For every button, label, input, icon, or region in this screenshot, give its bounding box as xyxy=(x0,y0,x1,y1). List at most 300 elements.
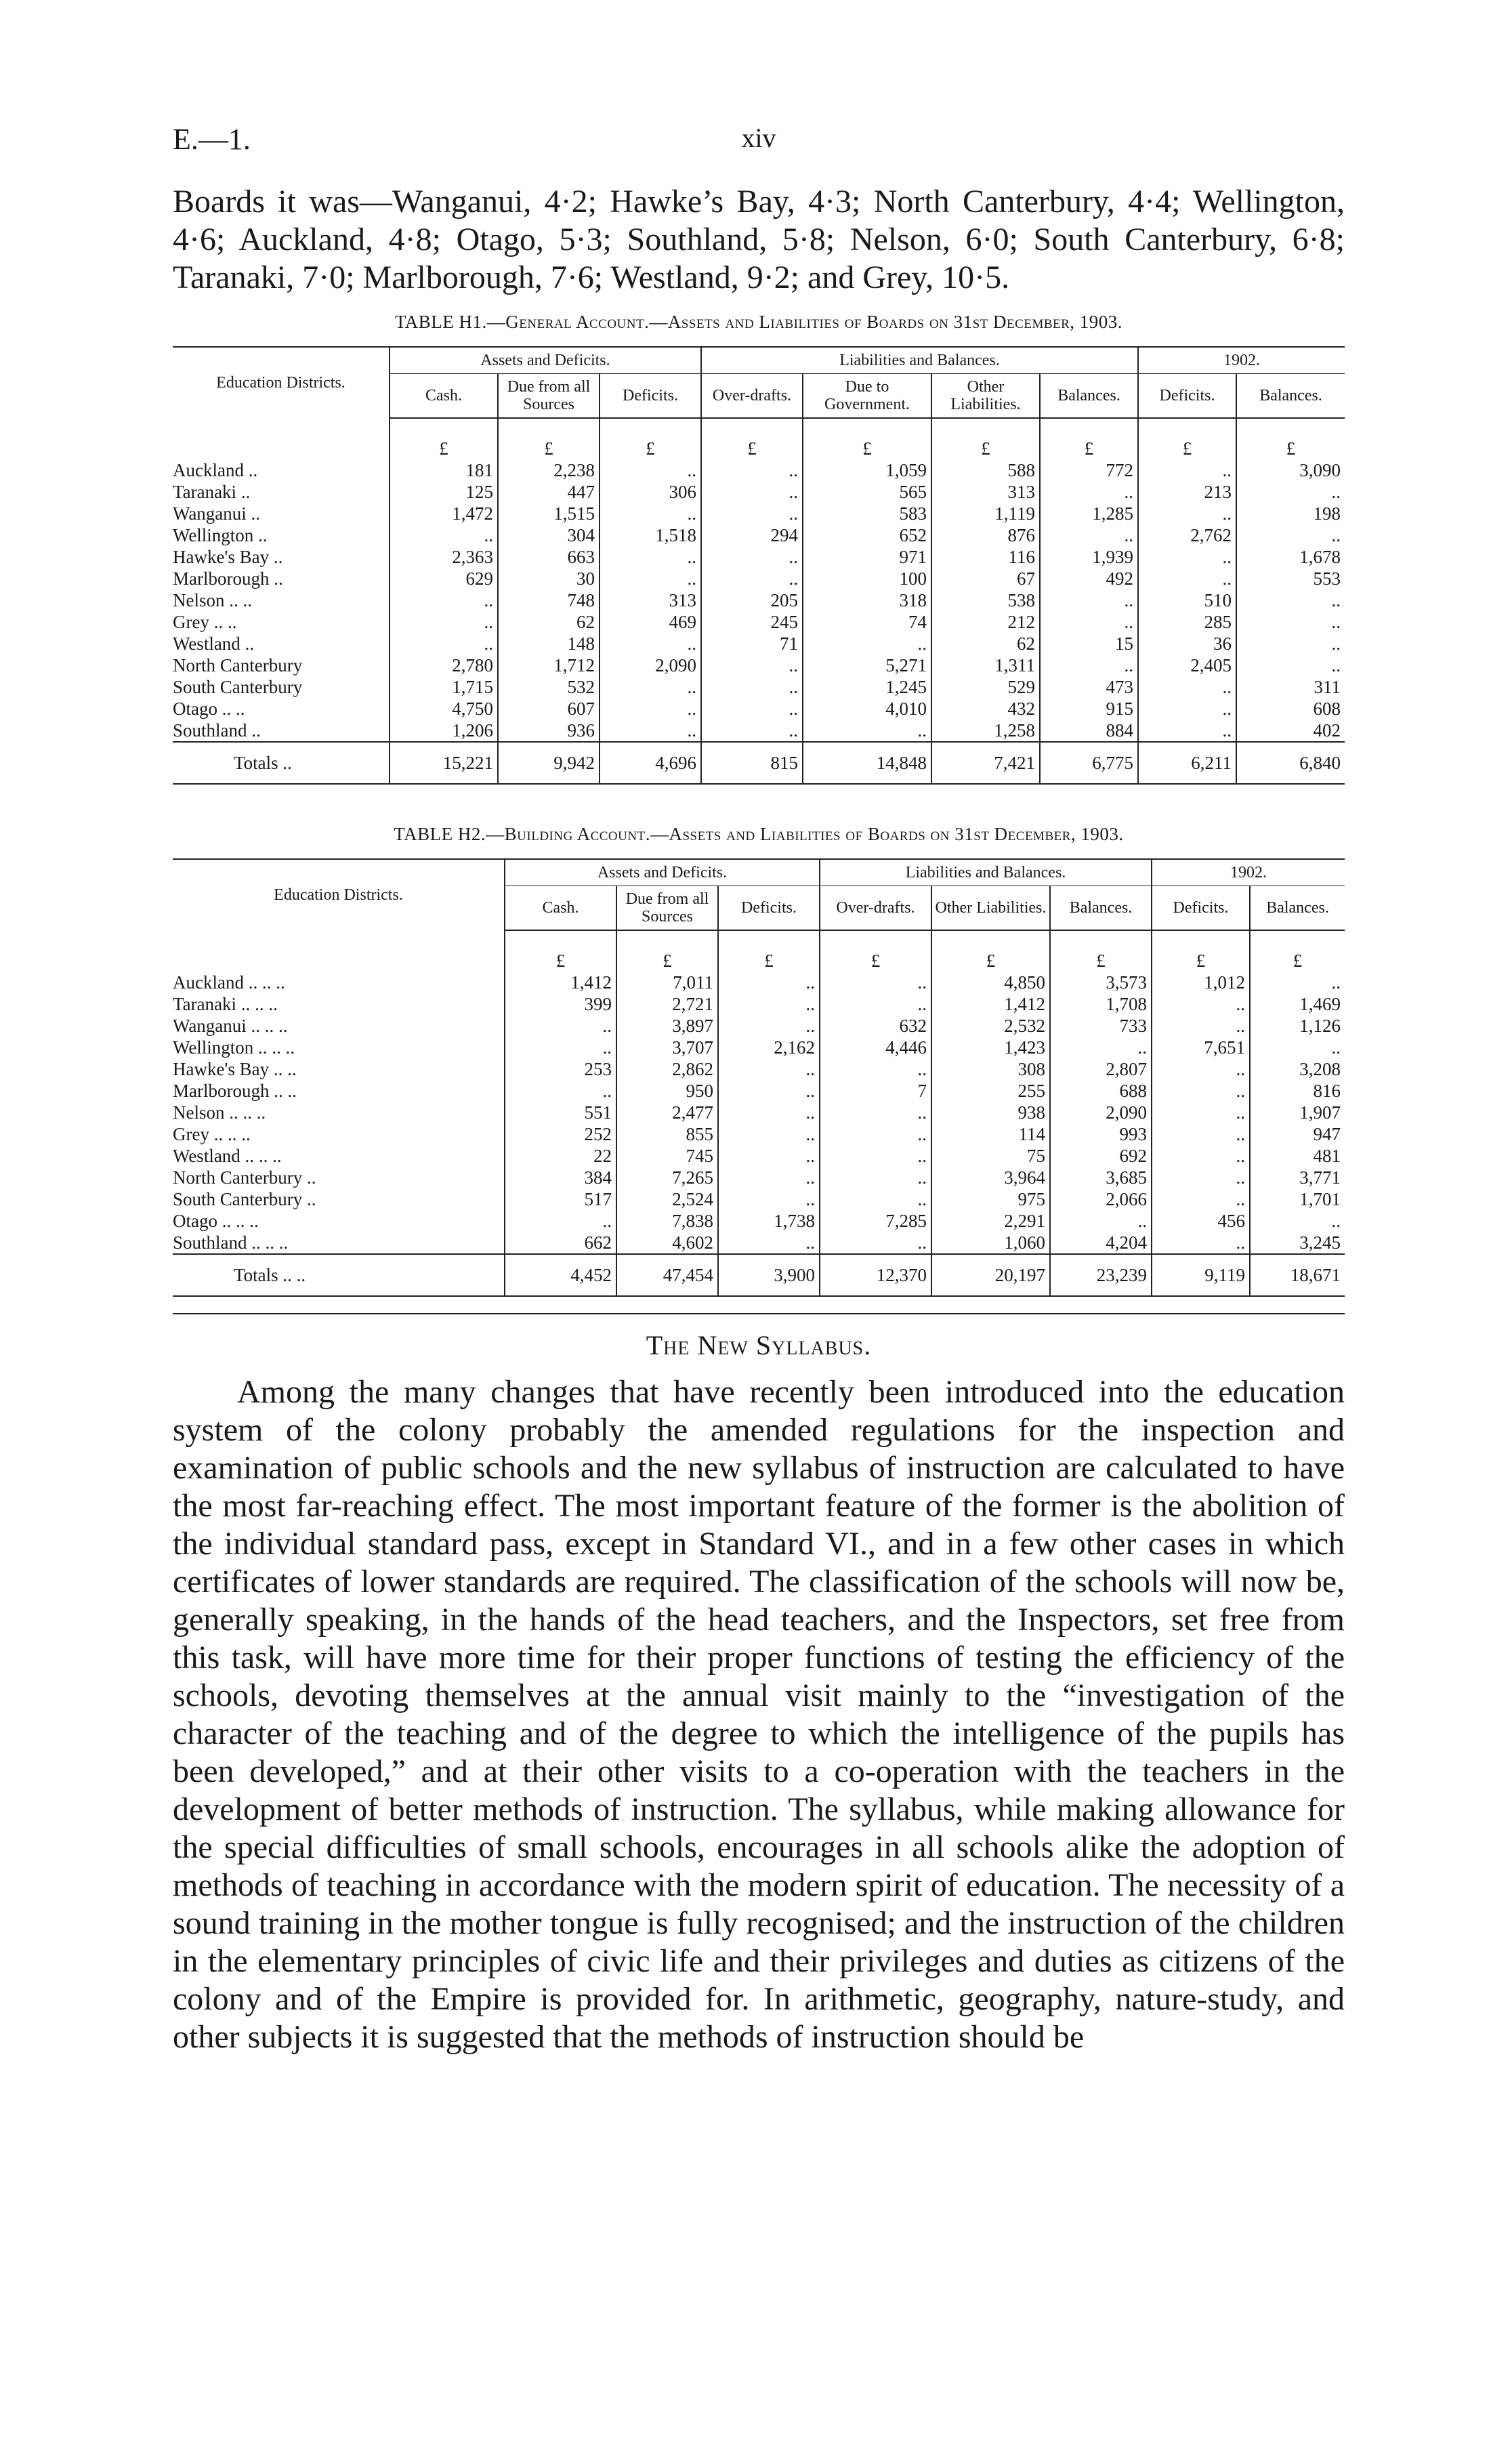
table-cell: .. xyxy=(600,546,701,568)
table-cell: .. xyxy=(390,633,498,654)
district-name: Nelson .. xyxy=(173,1102,238,1123)
table-cell: 22 xyxy=(505,1145,616,1167)
totals-cell: 20,197 xyxy=(931,1254,1050,1296)
district-name: Hawke's Bay xyxy=(173,1059,270,1079)
table-cell: .. xyxy=(505,1037,616,1058)
table-cell: .. xyxy=(701,654,803,676)
district-name: Wanganui .. xyxy=(173,1016,261,1036)
table-h2-col-overdrafts: Over-drafts. xyxy=(820,886,931,931)
table-h2-col-cash: Cash. xyxy=(505,886,616,931)
table-cell: .. xyxy=(390,611,498,633)
table-row xyxy=(173,633,1345,654)
table-cell: 198 xyxy=(1236,503,1345,524)
table-cell: 652 xyxy=(803,524,931,546)
table-cell: 532 xyxy=(498,676,600,698)
table-cell: .. xyxy=(1152,1102,1250,1123)
document-page xyxy=(173,122,1345,2056)
table-row xyxy=(173,546,1345,568)
currency-unit: £ xyxy=(498,418,600,459)
table-cell: 285 xyxy=(1138,611,1236,633)
table-cell: 4,204 xyxy=(1050,1232,1152,1254)
table-cell: 529 xyxy=(931,676,1040,698)
district-cell xyxy=(173,676,390,698)
table-cell: 2,238 xyxy=(498,459,600,481)
table-cell: .. xyxy=(1236,633,1345,654)
district-name: Westland xyxy=(173,633,240,654)
table-row xyxy=(173,993,1345,1015)
table-h2-group-1902: 1902. xyxy=(1152,859,1345,886)
page-header xyxy=(173,122,1345,183)
district-name: Otago .. xyxy=(173,1211,232,1231)
table-cell: .. xyxy=(1236,611,1345,633)
table-row xyxy=(173,972,1345,993)
table-cell: 62 xyxy=(498,611,600,633)
table-row xyxy=(173,1145,1345,1167)
table-cell: 915 xyxy=(1040,698,1138,720)
table-row xyxy=(173,720,1345,742)
table-cell: 2,405 xyxy=(1138,654,1236,676)
table-cell: 1,311 xyxy=(931,654,1040,676)
district-cell xyxy=(173,1188,505,1210)
table-cell: .. xyxy=(1250,1037,1345,1058)
table-h1-col-due-from-all-sources: Due from all Sources xyxy=(498,374,600,419)
table-cell: 993 xyxy=(1050,1123,1152,1145)
table-row xyxy=(173,1058,1345,1080)
table-cell: 1,412 xyxy=(931,993,1050,1015)
table-cell: .. xyxy=(701,459,803,481)
table-cell: 565 xyxy=(803,481,931,503)
table-cell: .. xyxy=(803,633,931,654)
district-cell xyxy=(173,524,390,546)
table-cell: 313 xyxy=(600,589,701,611)
district-cell xyxy=(173,1145,505,1167)
table-cell: .. xyxy=(1236,481,1345,503)
table-cell: 2,477 xyxy=(616,1102,718,1123)
table-cell: 4,602 xyxy=(616,1232,718,1254)
table-h2-col-1902-deficits: Deficits. xyxy=(1152,886,1250,931)
table-row xyxy=(173,481,1345,503)
table-cell: 1,059 xyxy=(803,459,931,481)
table-cell: 253 xyxy=(505,1058,616,1080)
table-h2-col-1902-balances: Balances. xyxy=(1250,886,1345,931)
table-cell: .. xyxy=(505,1080,616,1102)
table-cell: 553 xyxy=(1236,568,1345,589)
table-cell: .. xyxy=(600,720,701,742)
table-cell: 4,850 xyxy=(931,972,1050,993)
table-cell: .. xyxy=(1152,1167,1250,1188)
table-cell: .. xyxy=(718,1232,820,1254)
table-cell: 311 xyxy=(1236,676,1345,698)
district-cell xyxy=(173,720,390,742)
leader-dots: .. xyxy=(274,568,283,589)
leader-dots: .. xyxy=(258,525,268,545)
table-cell: 4,010 xyxy=(803,698,931,720)
table-cell: 1,715 xyxy=(390,676,498,698)
table-cell: 538 xyxy=(931,589,1040,611)
table-cell: 255 xyxy=(931,1080,1050,1102)
table-cell: .. xyxy=(701,481,803,503)
table-cell: 114 xyxy=(931,1123,1050,1145)
table-cell: 469 xyxy=(600,611,701,633)
table-cell: 402 xyxy=(1236,720,1345,742)
table-row xyxy=(173,1080,1345,1102)
totals-cell: 7,421 xyxy=(931,742,1040,784)
table-cell: 1,907 xyxy=(1250,1102,1345,1123)
district-name: Auckland xyxy=(173,460,244,480)
table-cell: 816 xyxy=(1250,1080,1345,1102)
table-cell: .. xyxy=(600,633,701,654)
table-row xyxy=(173,1015,1345,1037)
table-cell: .. xyxy=(718,1102,820,1123)
table-cell: .. xyxy=(718,993,820,1015)
district-cell xyxy=(173,1167,505,1188)
table-cell: 1,245 xyxy=(803,676,931,698)
table-cell: .. xyxy=(1040,524,1138,546)
table-cell: 304 xyxy=(498,524,600,546)
leader-dots: .. .. xyxy=(282,1265,306,1285)
currency-unit: £ xyxy=(1138,418,1236,459)
district-cell xyxy=(173,1232,505,1254)
table-cell: .. xyxy=(718,1145,820,1167)
table-cell: 205 xyxy=(701,589,803,611)
table-cell: 971 xyxy=(803,546,931,568)
leader-dots: .. xyxy=(282,753,292,773)
table-cell: 1,012 xyxy=(1152,972,1250,993)
district-name: Nelson .. xyxy=(173,590,238,610)
district-cell xyxy=(173,611,390,633)
district-name: Westland .. xyxy=(173,1146,255,1166)
table-cell: 5,271 xyxy=(803,654,931,676)
table-cell: 1,939 xyxy=(1040,546,1138,568)
table-cell: .. xyxy=(1040,481,1138,503)
table-cell: .. xyxy=(1138,503,1236,524)
table-cell: 1,738 xyxy=(718,1210,820,1232)
table-cell: .. xyxy=(1236,589,1345,611)
totals-cell: 6,775 xyxy=(1040,742,1138,784)
table-h1-col-balances: Balances. xyxy=(1040,374,1138,419)
table-cell: 1,472 xyxy=(390,503,498,524)
table-h1-col-due-to-government: Due to Government. xyxy=(803,374,931,419)
table-h1-col-districts: Education Districts. xyxy=(173,347,390,418)
currency-unit: £ xyxy=(600,418,701,459)
table-cell: .. xyxy=(1138,676,1236,698)
table-cell: .. xyxy=(820,1058,931,1080)
table-cell: 492 xyxy=(1040,568,1138,589)
table-row xyxy=(173,1123,1345,1145)
table-cell: 2,780 xyxy=(390,654,498,676)
table-cell: 2,524 xyxy=(616,1188,718,1210)
district-name: Auckland xyxy=(173,972,244,993)
table-cell: 7,011 xyxy=(616,972,718,993)
leader-dots: .. xyxy=(243,590,252,610)
table-cell: .. xyxy=(820,1145,931,1167)
table-cell: 2,807 xyxy=(1050,1058,1152,1080)
district-name: Wanganui xyxy=(173,503,247,524)
table-cell: 7,838 xyxy=(616,1210,718,1232)
table-cell: 1,469 xyxy=(1250,993,1345,1015)
table-cell: .. xyxy=(1250,972,1345,993)
table-cell: 688 xyxy=(1050,1080,1152,1102)
district-name: Taranaki xyxy=(173,994,237,1014)
leader-dots: .. xyxy=(227,612,237,632)
table-h1-caption-prefix: TABLE H1.— xyxy=(394,312,506,332)
district-cell xyxy=(173,1015,505,1037)
leader-dots: .. .. .. xyxy=(248,972,285,993)
leader-dots: .. .. xyxy=(274,1081,297,1101)
syllabus-paragraph: Among the many changes that have recently been introduced into the education system of the colony probably the amended regulations for the inspection and examination of public schools and the new syllabus of instruction are calculated to have the most far-reaching effect. The most important feature of the former is the abolition of the individual standard pass, except in Standard VI., and in a few other cases in which certificates of lower standards are required. The classification of the schools will now be, generally speaking, in the hands of the head teachers, and the Inspectors, set free from this task, will have more time for their proper functions of testing the efficiency of the schools, devoting themselves at the annual visit mainly to the “investigation of the character of the teaching and of the degree to which the intelligence of the pupils has been developed,” and at their other visits to a co-operation with the teachers in the development of better methods of instruction. The syllabus, while making allowance for the special difficulties of small schools, encourages in all schools alike the adoption of methods of teaching in accordance with the modern spirit of education. The necessity of a sound training in the mother tongue is fully recognised; and the instruction of the children in the elementary principles of civic life and their privileges and duties as citizens of the colony and of the Empire is provided for. In arithmetic, geography, nature-study, and other subjects it is suggested that the methods of instruction should be xyxy=(173,1374,1345,2055)
table-h2-building-account xyxy=(173,858,1345,1297)
table-cell: 1,708 xyxy=(1050,993,1152,1015)
table-cell: 583 xyxy=(803,503,931,524)
table-cell: 67 xyxy=(931,568,1040,589)
district-name: Wellington xyxy=(173,525,254,545)
table-cell: .. xyxy=(718,1015,820,1037)
table-cell: .. xyxy=(1040,611,1138,633)
table-cell: .. xyxy=(505,1210,616,1232)
table-cell: 74 xyxy=(803,611,931,633)
district-cell xyxy=(173,481,390,503)
table-cell: .. xyxy=(1152,1145,1250,1167)
district-cell xyxy=(173,993,505,1015)
currency-unit: £ xyxy=(931,930,1050,972)
district-cell xyxy=(173,633,390,654)
table-cell: 30 xyxy=(498,568,600,589)
district-name: North Canterbury xyxy=(173,1167,303,1188)
table-cell: .. xyxy=(701,720,803,742)
table-cell: .. xyxy=(820,1102,931,1123)
intro-paragraph: Boards it was—Wanganui, 4·2; Hawke’s Bay, 4·3; North Canterbury, 4·4; Wellington, 4·6; Auckland, 4·8; Otago, 5·3; Southland, 5·8; Nelson, 6·0; South Canterbury, 6·8; Taranaki, 7·0; Marlborough, 7·6; Westland, 9·2; and Grey, 10·5. xyxy=(173,184,1345,295)
page-number: xiv xyxy=(741,123,776,153)
leader-dots: .. .. xyxy=(264,1016,288,1036)
district-name: Hawke's Bay xyxy=(173,547,270,567)
table-h2-col-deficits: Deficits. xyxy=(718,886,820,931)
table-cell: 3,771 xyxy=(1250,1167,1345,1188)
table-h1-group-header-row xyxy=(173,347,1345,374)
table-h1-col-1902-balances: Balances. xyxy=(1236,374,1345,419)
table-h1-caption-text: General Account.—Assets and Liabilities of Boards on 31st December, 1903. xyxy=(505,312,1123,332)
district-name: North Canterbury xyxy=(173,655,303,675)
table-cell: 3,897 xyxy=(616,1015,718,1037)
table-h1-col-cash: Cash. xyxy=(390,374,498,419)
table-cell: .. xyxy=(1138,568,1236,589)
totals-cell: 3,900 xyxy=(718,1254,820,1296)
district-cell xyxy=(173,698,390,720)
district-cell xyxy=(173,568,390,589)
currency-unit: £ xyxy=(1250,930,1345,972)
table-h1-group-assets: Assets and Deficits. xyxy=(390,347,701,374)
table-cell: 7,651 xyxy=(1152,1037,1250,1058)
table-cell: .. xyxy=(820,1123,931,1145)
table-cell: .. xyxy=(1138,459,1236,481)
totals-cell: 14,848 xyxy=(803,742,931,784)
district-cell xyxy=(173,1123,505,1145)
table-cell: 7 xyxy=(820,1080,931,1102)
table-cell: 3,964 xyxy=(931,1167,1050,1188)
table-cell: .. xyxy=(701,568,803,589)
table-cell: .. xyxy=(1138,546,1236,568)
table-h2-col-other-liabilities: Other Liabilities. xyxy=(931,886,1050,931)
totals-label: Totals xyxy=(234,1265,278,1285)
table-cell: 4,750 xyxy=(390,698,498,720)
currency-unit: £ xyxy=(505,930,616,972)
table-cell: 975 xyxy=(931,1188,1050,1210)
table-cell: 662 xyxy=(505,1232,616,1254)
table-h1-body xyxy=(173,418,1345,784)
table-cell: 607 xyxy=(498,698,600,720)
table-cell: .. xyxy=(820,1188,931,1210)
table-cell: .. xyxy=(600,698,701,720)
table-cell: .. xyxy=(1152,1058,1250,1080)
table-cell: .. xyxy=(600,568,701,589)
currency-unit: £ xyxy=(1236,418,1345,459)
table-cell: 15 xyxy=(1040,633,1138,654)
totals-label-cell xyxy=(173,1254,505,1296)
table-cell: 936 xyxy=(498,720,600,742)
table-cell: .. xyxy=(701,698,803,720)
table-row xyxy=(173,1102,1345,1123)
table-cell: 75 xyxy=(931,1145,1050,1167)
table-cell: 855 xyxy=(616,1123,718,1145)
table-cell: .. xyxy=(1236,524,1345,546)
table-cell: 692 xyxy=(1050,1145,1152,1167)
table-row xyxy=(173,568,1345,589)
table-cell: .. xyxy=(1152,993,1250,1015)
table2-totals-row xyxy=(173,1254,1345,1296)
table-cell: 2,162 xyxy=(718,1037,820,1058)
table-h2-caption-text: Building Account.—Assets and Liabilities of Boards on 31st December, 1903. xyxy=(504,824,1124,844)
table-h1-col-deficits: Deficits. xyxy=(600,374,701,419)
table-cell: .. xyxy=(1040,589,1138,611)
table-cell: 3,208 xyxy=(1250,1058,1345,1080)
table-h2-caption-prefix: TABLE H2.— xyxy=(394,824,505,844)
table-cell: 100 xyxy=(803,568,931,589)
table-cell: 2,363 xyxy=(390,546,498,568)
table-cell: 71 xyxy=(701,633,803,654)
totals-cell: 9,119 xyxy=(1152,1254,1250,1296)
table-cell: 510 xyxy=(1138,589,1236,611)
table-cell: 313 xyxy=(931,481,1040,503)
table-cell: 745 xyxy=(616,1145,718,1167)
leader-dots: .. xyxy=(240,482,251,502)
currency-unit: £ xyxy=(701,418,803,459)
table-cell: 1,412 xyxy=(505,972,616,993)
table-cell: 517 xyxy=(505,1188,616,1210)
table-cell: .. xyxy=(1152,1123,1250,1145)
table1-totals-row xyxy=(173,742,1345,784)
table-h1-general-account xyxy=(173,346,1345,785)
table1-units-row xyxy=(173,418,1345,459)
table-h2-col-districts: Education Districts. xyxy=(173,859,505,930)
table-cell: 1,515 xyxy=(498,503,600,524)
table-row xyxy=(173,611,1345,633)
table-cell: 384 xyxy=(505,1167,616,1188)
table-cell: .. xyxy=(1138,698,1236,720)
district-cell xyxy=(173,972,505,993)
table-cell: 938 xyxy=(931,1102,1050,1123)
table-cell: 1,119 xyxy=(931,503,1040,524)
table-cell: 1,518 xyxy=(600,524,701,546)
totals-cell: 6,840 xyxy=(1236,742,1345,784)
table-row xyxy=(173,654,1345,676)
currency-unit: £ xyxy=(390,418,498,459)
table-h1-caption xyxy=(173,312,1345,333)
table-cell: 876 xyxy=(931,524,1040,546)
table-cell: .. xyxy=(1040,654,1138,676)
table-row xyxy=(173,1167,1345,1188)
table-cell: 4,446 xyxy=(820,1037,931,1058)
table-cell: 1,060 xyxy=(931,1232,1050,1254)
table-cell: 308 xyxy=(931,1058,1050,1080)
totals-cell: 815 xyxy=(701,742,803,784)
district-cell xyxy=(173,1080,505,1102)
table-cell: 2,066 xyxy=(1050,1188,1152,1210)
table-h2-group-assets: Assets and Deficits. xyxy=(505,859,820,886)
table1-units-spacer xyxy=(173,418,390,459)
table-cell: .. xyxy=(390,524,498,546)
currency-unit: £ xyxy=(820,930,931,972)
table-cell: 473 xyxy=(1040,676,1138,698)
currency-unit: £ xyxy=(1050,930,1152,972)
table-cell: 1,285 xyxy=(1040,503,1138,524)
table-cell: 733 xyxy=(1050,1015,1152,1037)
table-h2-caption xyxy=(173,824,1345,845)
table-cell: .. xyxy=(701,546,803,568)
table-cell: 748 xyxy=(498,589,600,611)
table-cell: 62 xyxy=(931,633,1040,654)
table-cell: 432 xyxy=(931,698,1040,720)
leader-dots: .. xyxy=(235,699,245,719)
district-cell xyxy=(173,654,390,676)
table-cell: 1,206 xyxy=(390,720,498,742)
leader-dots: .. .. xyxy=(227,1124,251,1144)
table-cell: 772 xyxy=(1040,459,1138,481)
currency-unit: £ xyxy=(803,418,931,459)
table-cell: 447 xyxy=(498,481,600,503)
table-h2-col-due-from-all-sources: Due from all Sources xyxy=(616,886,718,931)
table-cell: .. xyxy=(505,1015,616,1037)
table-cell: .. xyxy=(1138,720,1236,742)
table-cell: 608 xyxy=(1236,698,1345,720)
table-h1-group-1902: 1902. xyxy=(1138,347,1345,374)
table-cell: .. xyxy=(701,503,803,524)
table-cell: 3,707 xyxy=(616,1037,718,1058)
table-cell: .. xyxy=(1152,1232,1250,1254)
district-cell xyxy=(173,589,390,611)
table-cell: 588 xyxy=(931,459,1040,481)
table-cell: .. xyxy=(718,972,820,993)
district-cell xyxy=(173,546,390,568)
district-cell xyxy=(173,1102,505,1123)
leader-dots: .. .. xyxy=(265,1232,289,1253)
table-cell: 2,291 xyxy=(931,1210,1050,1232)
table-cell: 1,126 xyxy=(1250,1015,1345,1037)
district-cell xyxy=(173,503,390,524)
leader-dots: .. .. xyxy=(272,1037,295,1058)
leader-dots: .. .. xyxy=(258,1146,282,1166)
table-h2-group-liabilities: Liabilities and Balances. xyxy=(820,859,1152,886)
report-reference: E.—1. xyxy=(173,123,251,156)
table-cell: .. xyxy=(803,720,931,742)
table-cell: .. xyxy=(1152,1015,1250,1037)
table-row xyxy=(173,1037,1345,1058)
leader-dots: .. xyxy=(248,460,258,480)
table-cell: 213 xyxy=(1138,481,1236,503)
table-cell: 950 xyxy=(616,1080,718,1102)
totals-label: Totals xyxy=(234,753,278,773)
table2-units-row xyxy=(173,930,1345,972)
table-cell: 148 xyxy=(498,633,600,654)
table-cell: 7,265 xyxy=(616,1167,718,1188)
